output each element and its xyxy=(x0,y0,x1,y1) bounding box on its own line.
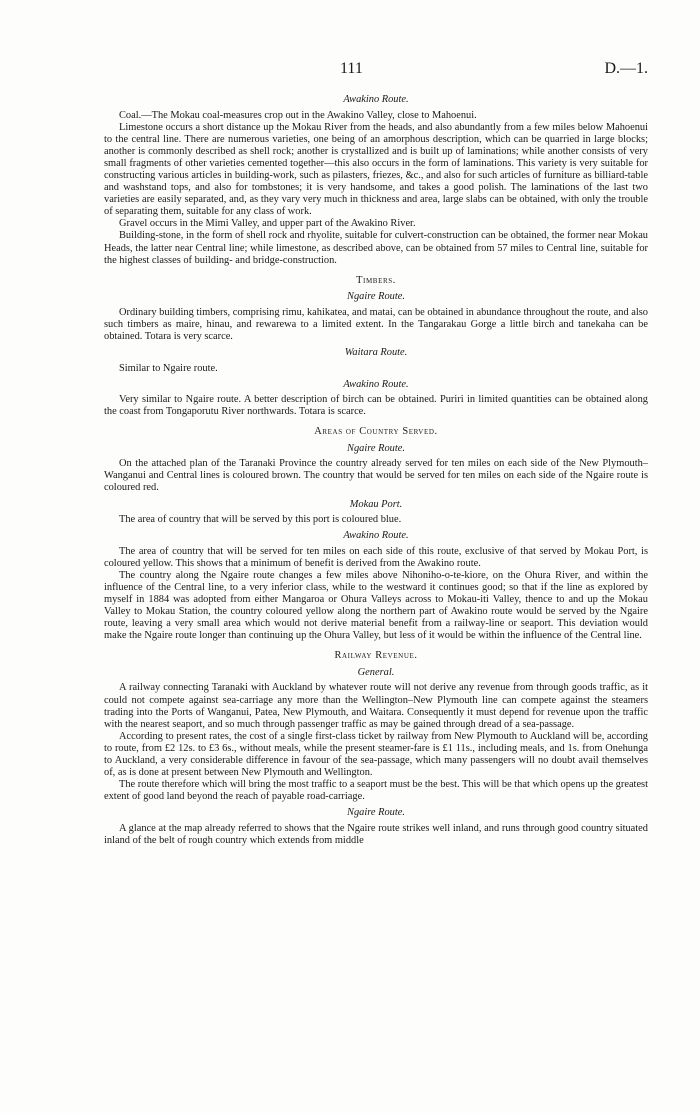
general-heading: General. xyxy=(357,666,395,678)
awakino-route-heading: Awakino Route. xyxy=(343,378,409,390)
paragraph: The area of country that will be served for ten miles on each side of this route, exclusive of that served by Mokau Port, is coloured yellow. This shows that a minimum of benefit is derived from the Awakino route. xyxy=(104,545,648,569)
paragraph: Ordinary building timbers, comprising rimu, kahikatea, and matai, can be obtained in abundance throughout the route, and also such timbers as maire, hinau, and rewarewa to a limited extent. In the Tangarakau Gorge a little birch and tanekaha can be obtained. Totara is very scarce. xyxy=(104,306,648,342)
railway-revenue-heading: Railway Revenue. xyxy=(334,650,418,662)
paragraph: Very similar to Ngaire route. A better description of birch can be obtained. Puriri in limited quantities can be obtained along the coast from Tongaporutu River northwards. Totara is scarce. xyxy=(104,394,648,418)
paragraph: Limestone occurs a short distance up the Mokau River from the heads, and also abundantly from a few miles below Mahoenui to the central line. There are numerous varieties, one being of an amorphous description, which can be quarried in large blocks; another is commonly described as shell rock; another is crystallized and is built up of laminations; while another consists of very small fragments of other varieties cemented together—this also occurs in the form of laminations. This variety is very suitable for constructing various articles in building-work, such as pilasters, friezes, &c., and also for such articles of furniture as billiard-table and washstand tops, and also for tombstones; it is very handsome, and takes a good polish. The laminations of the last two varieties are easily separated, and, as they vary very much in thickness and area, large slabs can be obtained, with only the trouble of separating them, suitable for any class of work. xyxy=(104,121,648,218)
paragraph: Gravel occurs in the Mimi Valley, and upper part of the Awakino River. xyxy=(119,218,416,230)
waitara-route-heading: Waitara Route. xyxy=(344,347,408,358)
paragraph: Similar to Ngaire route. xyxy=(119,362,218,374)
timbers-heading: Timbers. xyxy=(356,274,396,286)
ngaire-route-heading: Ngaire Route. xyxy=(347,807,405,819)
page-number: 111 xyxy=(340,60,363,77)
paragraph: The route therefore which will bring the most traffic to a seaport must be the best. This will be that which opens up the greatest extent of good land beyond the reach of payable road-carriage. xyxy=(104,779,648,803)
paragraph: On the attached plan of the Taranaki Province the country already served for ten miles on each side of the New Plymouth–Wanganui and Central lines is coloured brown. The country that would be served for ten miles on each side of the Ngaire route is coloured red. xyxy=(104,458,648,494)
paragraph: A railway connecting Taranaki with Auckland by whatever route will not derive any revenue from through goods traffic, as it could not compete against sea-carriage any more than the Wellington–New Plymouth line can compete against the steamers trading into the Ports of Wanganui, Patea, New Plymouth, and Waitara. Consequently it must depend for revenue upon the traffic with the nearest seaport, and so much through passenger traffic as may be gained through dread of a sea-passage. xyxy=(104,682,648,730)
paragraph: According to present rates, the cost of a single first-class ticket by railway from New Plymouth to Auckland will be, according to route, from £2 12s. to £3 6s., without meals, while the present steamer-fare is £1 11s., including meals, and 1s. from Onehunga to Auckland, a very considerable difference in favour of the sea-passage, which many passengers will no doubt avail themselves of, as is done at present between New Plymouth and Wellington. xyxy=(104,730,648,779)
paragraph: A glance at the map already referred to shows that the Ngaire route strikes well inland, and runs through good country situated inland of the belt of rough country which extends from middle xyxy=(104,822,648,846)
paragraph: Coal.—The Mokau coal-measures crop out in the Awakino Valley, close to Mahoenui. xyxy=(119,109,477,121)
document-reference: D.—1. xyxy=(604,60,648,77)
ngaire-route-heading: Ngaire Route. xyxy=(347,442,405,454)
ngaire-route-heading: Ngaire Route. xyxy=(347,291,405,303)
mokau-port-heading: Mokau Port. xyxy=(349,498,403,510)
paragraph: The area of country that will be served by this port is coloured blue. xyxy=(119,514,402,526)
awakino-route-heading: Awakino Route. xyxy=(343,530,409,542)
paragraph: The country along the Ngaire route changes a few miles above Nihoniho-o-te-kiore, on the Ohura River, and within the influence of the Central line, to a very inferior class, while to the westward it continues good; so that if the line as explored by myself in 1884 was adopted from either Mangaroa or Ohura Valleys across to Mokau-iti Valley, thence to and up the Mokau Valley to Mokau Station, the country coloured yellow along the northern part of Awakino route would be served by the Ngaire route, leaving a very small area which would not derive material benefit from a railway-line or seaport. This deviation would make the Ngaire route longer than continuing up the Ohura Valley, but less of it would be within the influence of the Central line. xyxy=(104,569,648,642)
page-header xyxy=(104,60,648,90)
paragraph: Building-stone, in the form of shell rock and rhyolite, suitable for culvert-construction can be obtained, the former near Mokau Heads, the latter near Central line; while limestone, as described above, can be obtained from 57 miles to Central line, suitable for the highest classes of building- and bridge-construction. xyxy=(104,230,648,266)
awakino-route-heading: Awakino Route. xyxy=(343,94,409,105)
areas-heading: Areas of Country Served. xyxy=(314,426,438,438)
